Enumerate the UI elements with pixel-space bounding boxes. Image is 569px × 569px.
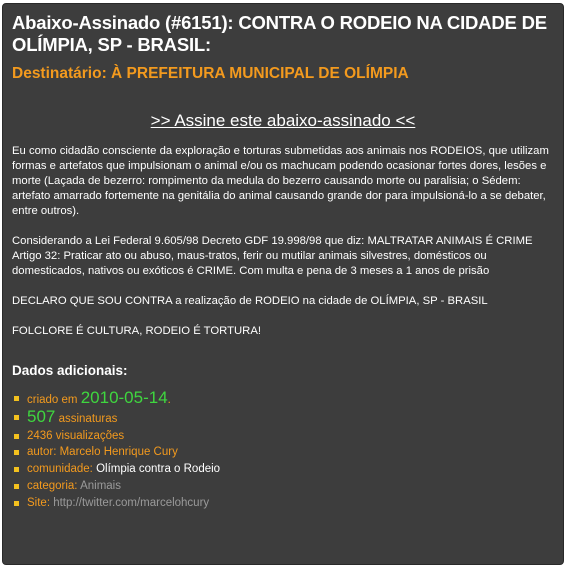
- bullet-icon: [14, 484, 19, 489]
- petition-title: Abaixo-Assinado (#6151): CONTRA O RODEIO NA CIDADE DE OLÍMPIA, SP - BRASIL:: [12, 12, 547, 55]
- list-item-created: [12, 390, 554, 409]
- created-label: criado em: [27, 394, 78, 406]
- petition-card: [2, 3, 564, 565]
- bullet-icon: [14, 415, 19, 420]
- views-count: 2436 visualizações: [27, 429, 125, 442]
- sign-link-wrapper: [12, 111, 554, 131]
- additional-data-list: [12, 390, 554, 512]
- body-paragraph-4: FOLCLORE É CULTURA, RODEIO É TORTURA!: [12, 325, 261, 337]
- bullet-icon: [14, 501, 19, 506]
- bullet-icon: [14, 434, 19, 439]
- category-link[interactable]: Animais: [80, 479, 121, 492]
- list-item-site: [12, 495, 554, 512]
- list-item-author: [12, 444, 554, 461]
- paragraph-spacer: [12, 219, 554, 234]
- created-date: 2010-05-14: [80, 388, 168, 407]
- sign-petition-link[interactable]: >> Assine este abaixo-assinado <<: [150, 111, 416, 130]
- additional-data-heading: Dados adicionais:: [12, 363, 128, 378]
- petition-recipient: Destinatário: À PREFEITURA MUNICIPAL DE OLÍMPIA: [12, 65, 409, 82]
- community-link[interactable]: Olímpia contra o Rodeio: [96, 463, 221, 476]
- category-label: categoria:: [27, 479, 78, 492]
- bullet-icon: [14, 450, 19, 455]
- list-item-views: [12, 428, 554, 445]
- created-suffix: .: [167, 394, 171, 406]
- paragraph-spacer: [12, 309, 554, 324]
- site-label: Site:: [27, 496, 51, 509]
- author-text: autor: Marcelo Henrique Cury: [27, 446, 178, 459]
- site-link[interactable]: http://twitter.com/marcelohcury: [53, 496, 210, 509]
- body-paragraph-1: Eu como cidadão consciente da exploração e torturas submetidas aos animais nos RODEIOS, que utilizam formas e artefatos que impulsionam o animal e/ou os machucam podendo ocasionar fortes dores, lesões e morte (Laçada de bezerro: rompimento da medula do bezerro causando morte ou paralisia; o Sédem: artefato amarrado fortemente na genitália do animal causando grande dor para impulsioná-lo a se debater, entre outros).: [12, 145, 549, 217]
- list-item-category: [12, 478, 554, 495]
- body-paragraph-2b: Artigo 32: Praticar ato ou abuso, maus-tratos, ferir ou mutilar animais silvestres, domésticos ou domesticados, nativos ou exóticos é CRIME. Com multa e pena de 3 meses a 1 anos de prisão: [12, 250, 490, 277]
- signatures-label: assinaturas: [58, 412, 118, 425]
- list-item-signatures: [12, 406, 554, 428]
- bullet-icon: [14, 396, 19, 401]
- signatures-count: 507: [27, 406, 56, 426]
- paragraph-spacer: [12, 279, 554, 294]
- community-label: comunidade:: [27, 463, 93, 476]
- bullet-icon: [14, 467, 19, 472]
- body-paragraph-3: DECLARO QUE SOU CONTRA a realização de RODEIO na cidade de OLÍMPIA, SP - BRASIL: [12, 295, 488, 307]
- body-paragraph-2a: Considerando a Lei Federal 9.605/98 Decreto GDF 19.998/98 que diz: MALTRATAR ANIMAIS É CRIME: [12, 235, 533, 247]
- list-item-community: [12, 461, 554, 478]
- petition-body: [12, 144, 554, 339]
